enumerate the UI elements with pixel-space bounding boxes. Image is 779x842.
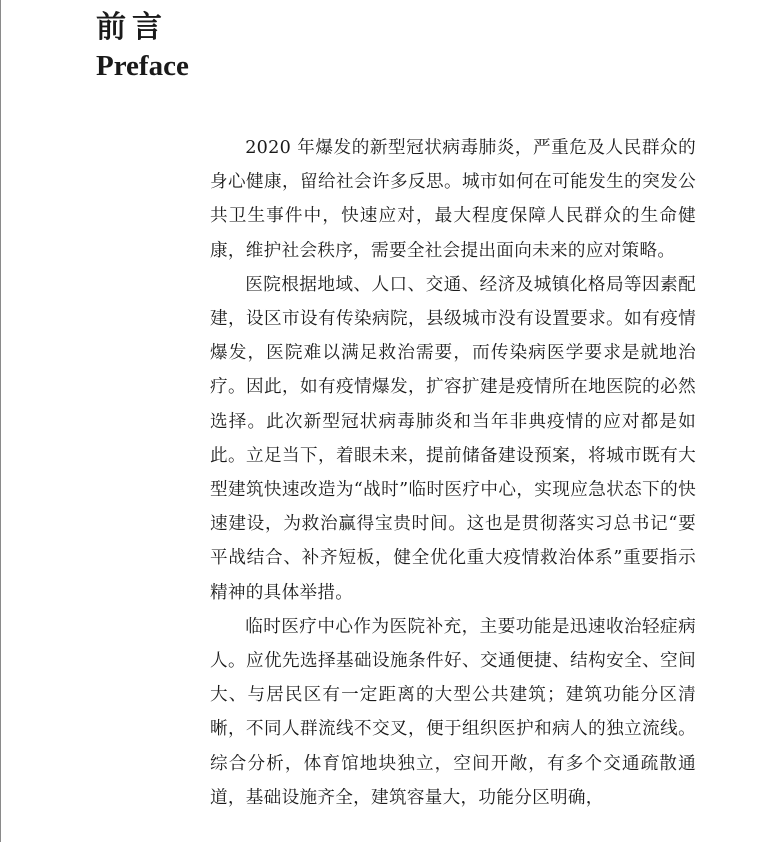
preface-body (210, 131, 696, 815)
paragraph-2: 医院根据地域、人口、交通、经济及城镇化格局等因素配建，设区市设有传染病院，县级城市没有设置要求。如有疫情爆发，医院难以满足救治需要，而传染病医学要求是就地治疗。因此，如有疫情爆发，扩容扩建是疫情所在地医院的必然选择。此次新型冠状病毒肺炎和当年非典疫情的应对都是如此。立足当下，着眼未来，提前储备建设预案，将城市既有大型建筑快速改造为“战时”临时医疗中心，实现应急状态下的快速建设，为救治赢得宝贵时间。这也是贯彻落实习总书记“要平战结合、补齐短板，健全优化重大疫情救治体系”重要指示精神的具体举措。 (210, 274, 696, 603)
page-edge-line (0, 0, 1, 842)
page-title-english: Preface (96, 50, 189, 82)
page-title-chinese: 前言 (96, 10, 168, 45)
paragraph-3: 临时医疗中心作为医院补充，主要功能是迅速收治轻症病人。应优先选择基础设施条件好、交通便捷、结构安全、空间大、与居民区有一定距离的大型公共建筑；建筑功能分区清晰，不同人群流线不交叉，便于组织医护和病人的独立流线。综合分析，体育馆地块独立，空间开敞，有多个交通疏散通道，基础设施齐全，建筑容量大，功能分区明确， (210, 616, 696, 808)
paragraph-1: 2020 年爆发的新型冠状病毒肺炎，严重危及人民群众的身心健康，留给社会许多反思。城市如何在可能发生的突发公共卫生事件中，快速应对，最大程度保障人民群众的生命健康，维护社会秩序，需要全社会提出面向未来的应对策略。 (210, 138, 696, 261)
